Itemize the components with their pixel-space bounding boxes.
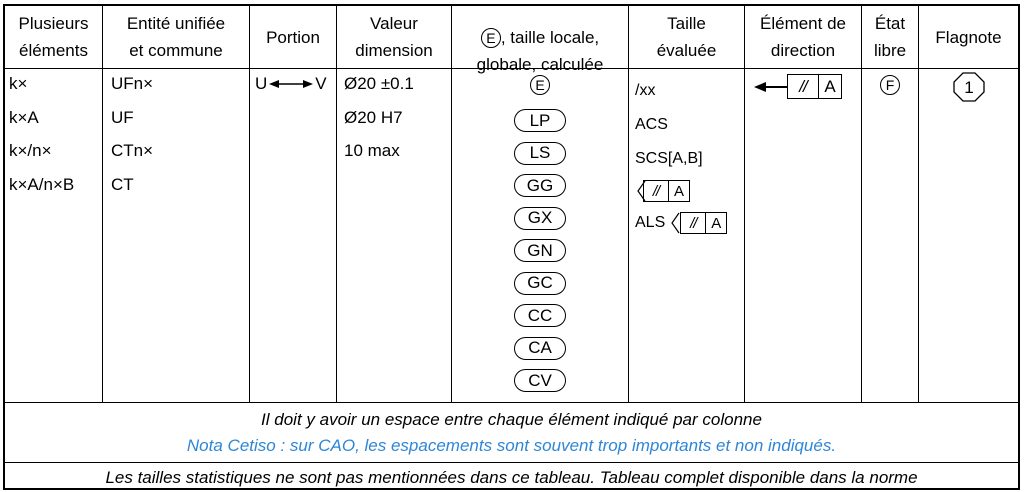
list-item: Ø20 ±0.1 (344, 74, 414, 93)
intersection-plane-frame-icon (670, 212, 680, 234)
evaluated-size-list (635, 74, 727, 239)
header-portion: Portion (266, 27, 320, 47)
note-statistical-sizes: Les tailles statistiques ne sont pas mentionnées dans ce tableau. Tableau complet disponible dans la norme (105, 468, 918, 487)
intersection-plane-frame-icon (637, 180, 699, 202)
indicator-frame (680, 212, 727, 234)
envelope-row (452, 75, 628, 109)
list-item: /xx (635, 82, 656, 99)
modifier-badge: GN (514, 239, 566, 262)
list-item: UFn× (111, 74, 154, 93)
header-multiple-elements: Plusieurs éléments (18, 14, 89, 60)
list-item: CTn× (111, 141, 154, 160)
als-row (635, 207, 727, 239)
modifier-badge: GG (514, 174, 566, 197)
header-unified-entity: Entité unifiée et commune (126, 14, 226, 60)
indicator-frame-row (635, 175, 727, 207)
portion-to: V (315, 74, 327, 93)
value-list (344, 74, 414, 175)
envelope-circle-icon: E (530, 75, 550, 95)
double-arrow-icon (268, 78, 314, 90)
entity-list (111, 74, 153, 208)
header-modifiers-label: , taille locale, globale, calculée (476, 27, 604, 74)
portion-indicator (255, 74, 327, 94)
modifier-badge: GC (514, 272, 566, 295)
datum-label: A (673, 182, 684, 200)
direction-feature-frame (787, 74, 842, 99)
list-item: 10 max (344, 141, 400, 160)
parallelism-symbol: // (788, 75, 819, 98)
list-item: k×A (9, 107, 39, 127)
list-item: ACS (635, 116, 668, 133)
header-value: Valeur dimension (355, 14, 433, 60)
list-item: UF (111, 107, 134, 127)
header-evaluated-size: Taille évaluée (656, 14, 717, 60)
list-item: k×/n× (9, 141, 52, 160)
header-free-state: État libre (873, 14, 907, 60)
free-state-cell (862, 75, 918, 95)
datum-label: A (711, 214, 722, 232)
als-label: ALS (635, 214, 666, 231)
als-frame-group (670, 212, 727, 234)
modifier-badge: LP (514, 109, 566, 132)
header-modifiers (452, 6, 628, 74)
modifier-badge: LS (514, 142, 566, 165)
multi-elements-list (9, 74, 74, 208)
portion-from: U (255, 74, 268, 93)
modifier-badge: GX (514, 207, 566, 230)
modifier-badge: CV (514, 369, 566, 392)
direction-element (753, 74, 842, 99)
modifier-badge: CA (514, 337, 566, 360)
specification-table (3, 4, 1020, 490)
envelope-circle-icon: E (481, 28, 501, 48)
direction-arrow-icon (753, 80, 787, 94)
flagnote-octagon-icon (952, 71, 986, 103)
list-item: SCS[A,B] (635, 149, 703, 167)
header-direction-element: Élément de direction (760, 14, 846, 60)
list-item: k×A/n×B (9, 174, 75, 194)
modifier-list (452, 75, 628, 402)
note-spacing: Il doit y avoir un espace entre chaque élément indiqué par colonne (261, 410, 762, 429)
list-item: k× (9, 74, 28, 93)
flagnote-number: 1 (963, 78, 974, 97)
parallelism-symbol: // (644, 181, 669, 201)
parallelism-symbol: // (681, 213, 706, 233)
list-item: Ø20 H7 (344, 107, 403, 127)
note-cetiso: Nota Cetiso : sur CAO, les espacements sont souvent trop importants et non indiqués. (186, 436, 837, 455)
modifier-badge: CC (514, 304, 566, 327)
list-item: CT (111, 174, 134, 194)
header-flagnote: Flagnote (935, 27, 1002, 47)
notes-divider (5, 462, 1018, 463)
notes-divider (5, 402, 1018, 403)
flagnote-cell (919, 71, 1018, 103)
datum-label: A (824, 76, 836, 96)
free-state-circle-icon: F (880, 75, 900, 95)
